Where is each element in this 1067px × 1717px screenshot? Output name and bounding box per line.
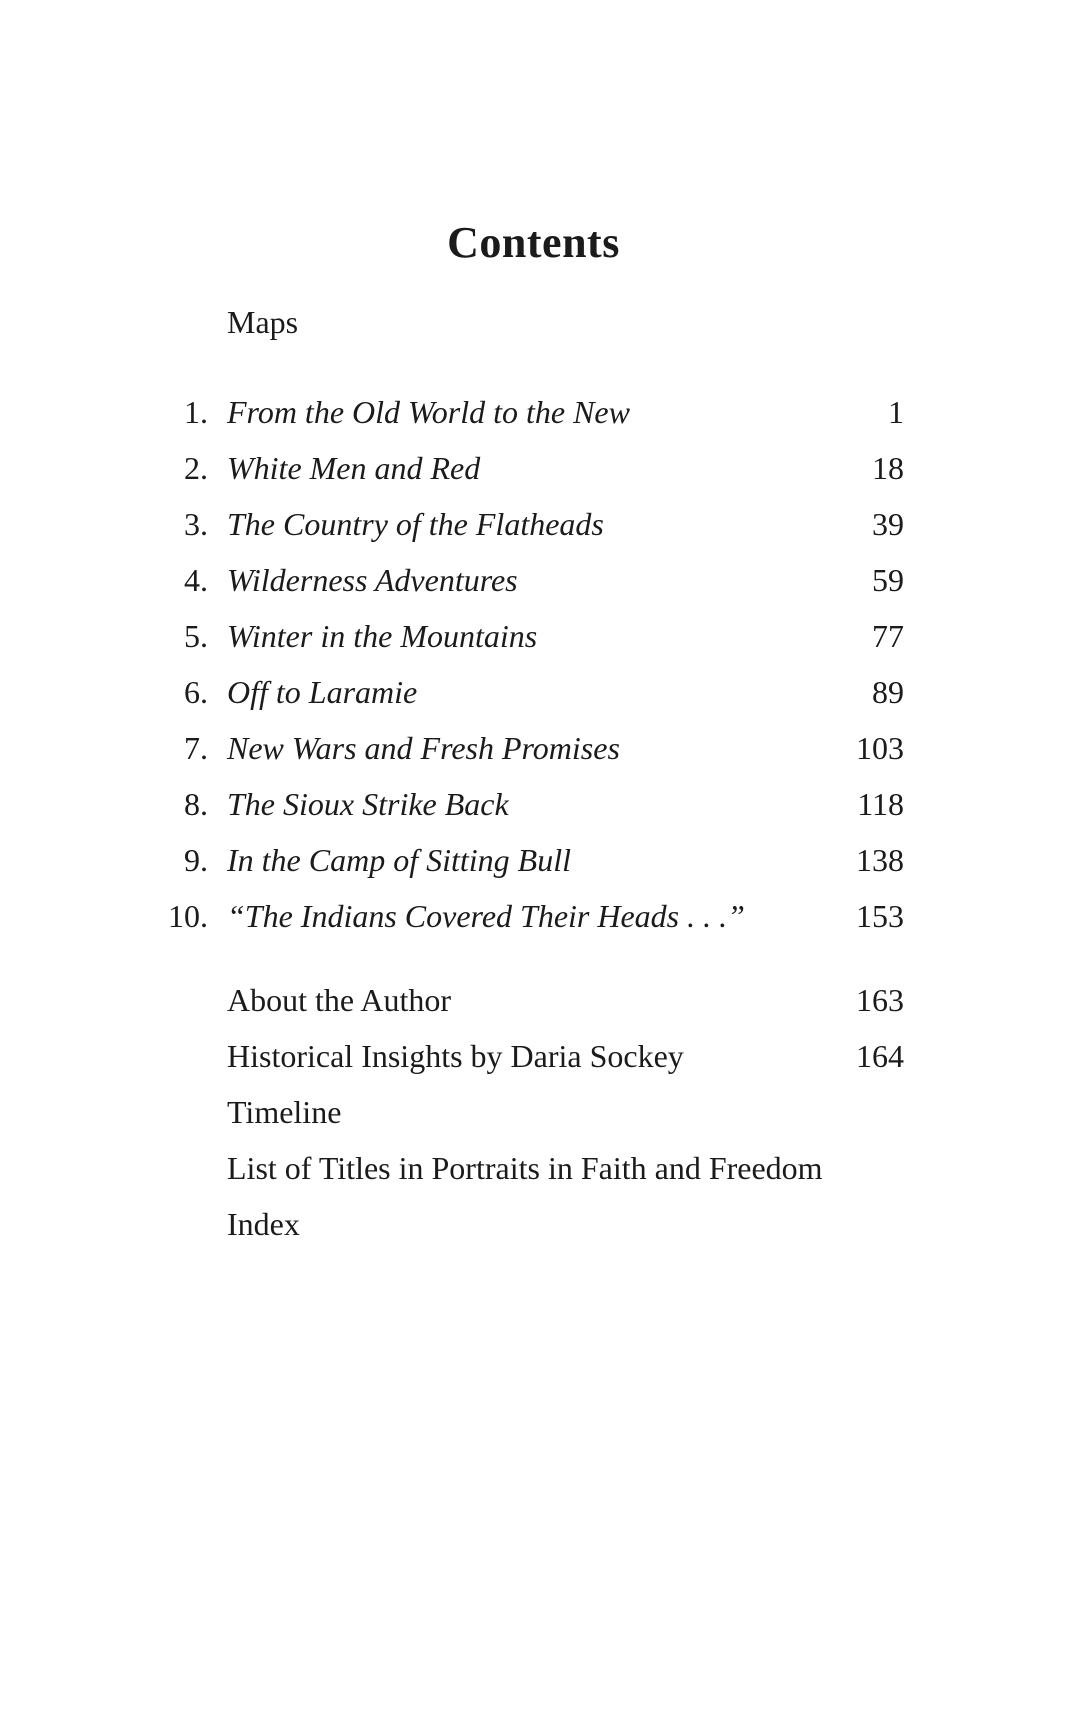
chapter-number: 3. [184, 506, 208, 542]
chapter-page: 1 [888, 394, 904, 430]
chapter-list [0, 392, 1067, 952]
toc-chapter-8[interactable] [0, 784, 1067, 840]
toc-chapter-1[interactable] [0, 392, 1067, 448]
toc-entry-index[interactable] [0, 1204, 1067, 1260]
back-matter-list [0, 980, 1067, 1260]
toc-chapter-2[interactable] [0, 448, 1067, 504]
entry-title: List of Titles in Portraits in Faith and Freedom [227, 1150, 823, 1186]
chapter-page: 39 [872, 506, 904, 542]
toc-entry-timeline[interactable] [0, 1092, 1067, 1148]
chapter-page: 18 [872, 450, 904, 486]
chapter-page: 59 [872, 562, 904, 598]
chapter-number: 7. [184, 730, 208, 766]
chapter-number: 2. [184, 450, 208, 486]
page-title: Contents [447, 218, 620, 268]
toc-chapter-9[interactable] [0, 840, 1067, 896]
chapter-number: 5. [184, 618, 208, 654]
entry-title: About the Author [227, 982, 451, 1018]
toc-entry-list-of-titles[interactable] [0, 1148, 1067, 1204]
chapter-number: 4. [184, 562, 208, 598]
chapter-title: The Sioux Strike Back [227, 786, 509, 822]
chapter-page: 89 [872, 674, 904, 710]
toc-chapter-4[interactable] [0, 560, 1067, 616]
chapter-page: 153 [856, 898, 904, 934]
chapter-number: 8. [184, 786, 208, 822]
chapter-number: 10. [168, 898, 208, 934]
chapter-title: Winter in the Mountains [227, 618, 538, 654]
chapter-title: White Men and Red [227, 450, 481, 486]
chapter-page: 103 [856, 730, 904, 766]
chapter-title: “The Indians Covered Their Heads . . .” [227, 898, 745, 934]
toc-chapter-10[interactable] [0, 896, 1067, 952]
chapter-title: New Wars and Fresh Promises [227, 730, 620, 766]
chapter-title: Off to Laramie [227, 674, 418, 710]
chapter-page: 118 [857, 786, 904, 822]
toc-chapter-5[interactable] [0, 616, 1067, 672]
toc-chapter-7[interactable] [0, 728, 1067, 784]
entry-page: 164 [856, 1038, 904, 1074]
toc-entry-maps[interactable]: Maps [227, 304, 299, 340]
toc-chapter-6[interactable] [0, 672, 1067, 728]
chapter-number: 9. [184, 842, 208, 878]
chapter-page: 77 [872, 618, 904, 654]
chapter-title: Wilderness Adventures [227, 562, 518, 598]
entry-title: Index [227, 1206, 300, 1242]
entry-title: Historical Insights by Daria Sockey [227, 1038, 684, 1074]
chapter-number: 1. [184, 394, 208, 430]
toc-chapter-3[interactable] [0, 504, 1067, 560]
chapter-title: The Country of the Flatheads [227, 506, 604, 542]
toc-entry-historical-insights[interactable] [0, 1036, 1067, 1092]
entry-title: Timeline [227, 1094, 342, 1130]
chapter-number: 6. [184, 674, 208, 710]
chapter-title: From the Old World to the New [227, 394, 630, 430]
toc-entry-about-the-author[interactable] [0, 980, 1067, 1036]
entry-page: 163 [856, 982, 904, 1018]
chapter-page: 138 [856, 842, 904, 878]
chapter-title: In the Camp of Sitting Bull [227, 842, 571, 878]
